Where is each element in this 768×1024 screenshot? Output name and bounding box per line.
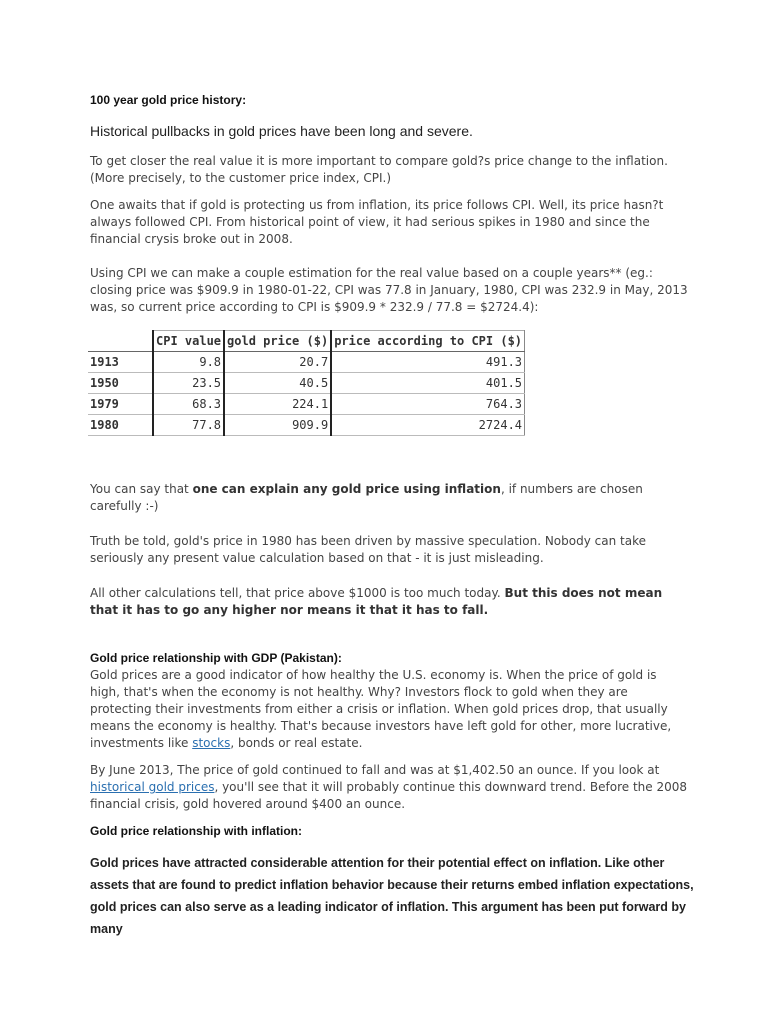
text-span: , if numbers are chosen carefully :-) <box>90 482 643 513</box>
bold-text: But this does not mean that it has to go any higher nor means it that it has to fall. <box>90 586 663 617</box>
paragraph-cpi-history: One awaits that if gold is protecting us from inflation, its price follows CPI. Well, its price hasn?t always followed CPI. From historical point of view, it had serious spikes in 1980 and since the financial crysis broke out in 2008. <box>90 198 664 246</box>
table-cell: 2724.4 <box>331 415 524 436</box>
table-cell: 491.3 <box>331 352 524 373</box>
paragraph-cpi-estimation: Using CPI we can make a couple estimation for the real value based on a couple years** (eg.: closing price was $909.9 in 1980-01-22, CPI was 77.8 in January, 1980, CPI was 232.9 in May, 2013 was, so current price according to CPI is $909.9 * 232.9 / 77.8 = $2724.4): <box>90 266 688 314</box>
paragraph-price-above-1000 <box>90 585 690 619</box>
table-row <box>88 373 525 394</box>
table-cell: 40.5 <box>224 373 331 394</box>
cpi-table <box>88 330 525 436</box>
text-span: By June 2013, The price of gold continued to fall and was at $1,402.50 an ounce. If you look at <box>90 763 660 777</box>
table-cell-year: 1913 <box>88 352 153 373</box>
paragraph-june-2013 <box>90 762 690 813</box>
table-cell: 68.3 <box>153 394 224 415</box>
table-cell: 764.3 <box>331 394 524 415</box>
section-heading-inflation: Gold price relationship with inflation: <box>90 824 303 838</box>
table-cell: 77.8 <box>153 415 224 436</box>
table-cell: 909.9 <box>224 415 331 436</box>
table-cell-year: 1950 <box>88 373 153 394</box>
table-cell-year: 1979 <box>88 394 153 415</box>
table-header-row <box>88 331 525 352</box>
table-header-cell <box>88 331 153 352</box>
text-span: You can say that <box>90 482 193 496</box>
paragraph-inflation-explain <box>90 481 690 515</box>
paragraph-gdp <box>90 667 690 752</box>
table-cell: 401.5 <box>331 373 524 394</box>
text-span: , bonds or real estate. <box>230 736 363 750</box>
historical-gold-prices-link[interactable]: historical gold prices <box>90 780 215 794</box>
table-header-cell: CPI value <box>153 331 224 352</box>
text-span: All other calculations tell, that price above $1000 is too much today. <box>90 586 505 600</box>
table-header-cell: gold price ($) <box>224 331 331 352</box>
table-cell: 224.1 <box>224 394 331 415</box>
table-cell: 23.5 <box>153 373 224 394</box>
text-span: , you'll see that it will probably continue this downward trend. Before the 2008 financial crisis, gold hovered around $400 an ounce. <box>90 780 687 811</box>
paragraph-inflation-indicator: Gold prices have attracted considerable attention for their potential effect on inflation. Like other assets that are found to predict inflation behavior because their returns embed inflation expectations, gold prices can also serve as a leading indicator of inflation. This argument has been put forward by many <box>90 856 694 936</box>
bold-text: one can explain any gold price using inflation <box>192 482 501 496</box>
table-row <box>88 352 525 373</box>
table-row <box>88 415 525 436</box>
page-title: 100 year gold price history: <box>90 93 247 107</box>
text-span: Gold prices are a good indicator of how healthy the U.S. economy is. When the price of gold is high, that's when the economy is not healthy. Why? Investors flock to gold when they are protecting their investments from either a crisis or inflation. When gold prices drop, that usually means the economy is healthy. That's because investors have left gold for other, more lucrative, investments like <box>90 668 672 750</box>
table-row <box>88 394 525 415</box>
page-subtitle: Historical pullbacks in gold prices have been long and severe. <box>90 123 473 139</box>
table-cell: 20.7 <box>224 352 331 373</box>
paragraph-cpi-intro: To get closer the real value it is more important to compare gold?s price change to the inflation. (More precisely, to the customer price index, CPI.) <box>90 154 668 185</box>
table-cell: 9.8 <box>153 352 224 373</box>
table-header-cell: price according to CPI ($) <box>331 331 524 352</box>
section-heading-gdp: Gold price relationship with GDP (Pakistan): <box>90 651 342 665</box>
table-cell-year: 1980 <box>88 415 153 436</box>
paragraph-speculation: Truth be told, gold's price in 1980 has been driven by massive speculation. Nobody can take seriously any present value calculation based on that - it is just misleading. <box>90 534 646 565</box>
stocks-link[interactable]: stocks <box>192 736 231 750</box>
